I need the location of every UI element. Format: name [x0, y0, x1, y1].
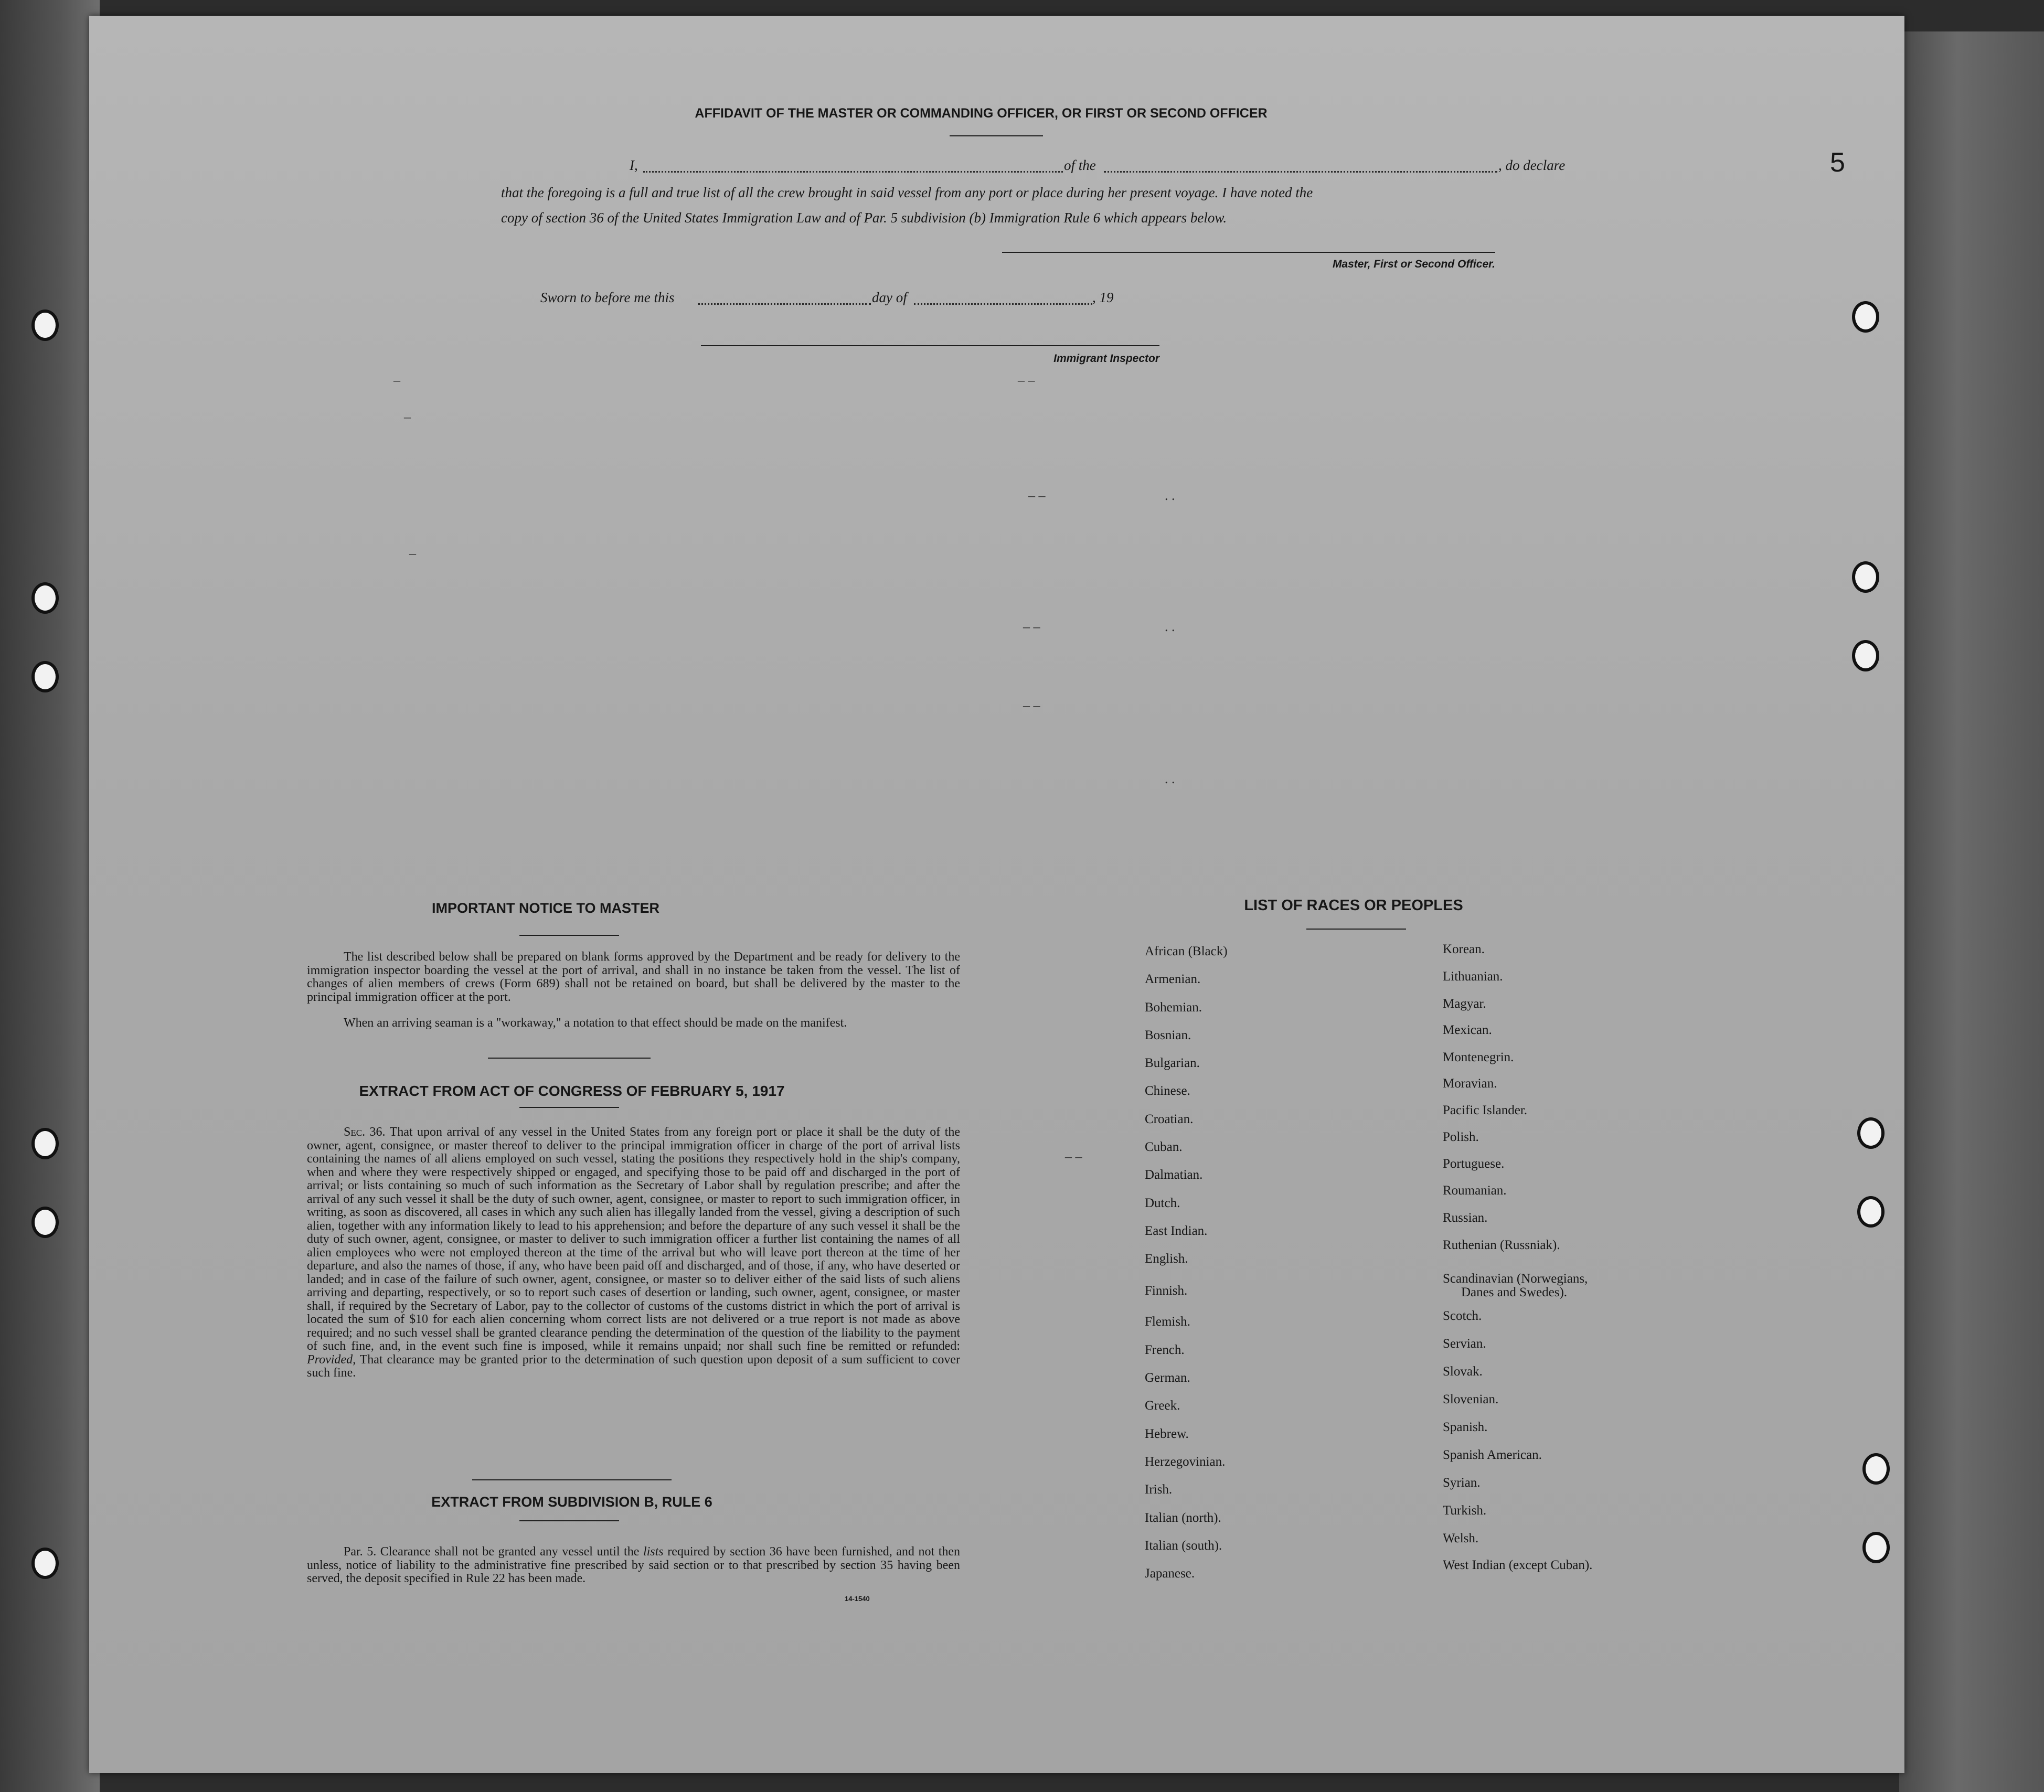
race-item-right: Moravian.: [1443, 1076, 1497, 1091]
binder-hole: [31, 310, 59, 341]
binder-hole: [1852, 640, 1879, 671]
notice-title-rule: [519, 935, 619, 936]
race-item-left: Dutch.: [1145, 1196, 1180, 1210]
rule-6-paragraph: [307, 1545, 960, 1586]
binder-hole: [31, 582, 59, 614]
extract-act-rule: [519, 1107, 619, 1108]
race-item-right: Spanish American.: [1443, 1448, 1542, 1462]
race-item-left: Hebrew.: [1145, 1427, 1189, 1441]
section-36-body: That upon arrival of any vessel in the United States from any foreign port or place it shall be the duty of the owner, agent, consignee, or master thereof to deliver to the principal immigration officer in charge of the port of arrival lists containing the names of all aliens employed on such vessel, stating the positions they respectively hold in the ship's company, when and where they were respectively shipped or engaged, and specifying those to be paid off and discharged in the port of arrival; or lists containing so much of such information as the Secretary of Labor shall by regulation prescribe; and after the arrival of any such vessel it shall be the duty of such owner, agent, consignee, or master to report to such immigration officer, in writing, as soon as discovered, all cases in which any such alien has illegally landed from the vessel, giving a description of such alien, together with any information likely to lead to his apprehension; and before the departure of any such vessel it shall be the duty of such owner, agent, consignee, or master to deliver to such immigration officer a further list containing the names of all alien employees who were not employed thereon at the time of the arrival but who will leave port thereon at the time of her departure, and also the names of those, if any, who have been paid off and discharged, and of those, if any, who have deserted or landed; and in case of the failure of such owner, agent, consignee, or master so to deliver either of the said lists of such aliens arriving and departing, respectively, or so to report such cases of desertion or landing, such owner, agent, consignee, or master shall, if required by the Secretary of Labor, pay to the collector of customs of the customs district in which the port of arrival is located the sum of $10 for each alien concerning whom correct lists are not delivered or a true report is not made as above required; and no such vessel shall be granted clearance pending the determination of the question of the liability to the payment of such fine, and, in the event such fine is imposed, while it remains unpaid; nor shall such fine be remitted or refunded:: [307, 1125, 960, 1353]
page-mark: 5: [1830, 147, 1845, 178]
race-item-left: Irish.: [1145, 1482, 1173, 1497]
race-item-left: Bosnian.: [1145, 1028, 1191, 1042]
affidavit-declare-label: , do declare: [1498, 157, 1566, 173]
binder-hole: [31, 1548, 59, 1579]
affidavit-line2: that the foregoing is a full and true list of all the crew brought in said vessel from any port or place during her present voyage. I have noted the: [501, 185, 1313, 200]
race-item-right: Russian.: [1443, 1211, 1488, 1225]
name-field[interactable]: [643, 171, 1063, 173]
bleed-mark: – –: [1028, 488, 1046, 503]
race-item-right: Mexican.: [1443, 1023, 1492, 1037]
race-item-right: Lithuanian.: [1443, 969, 1503, 984]
binder-hole: [31, 661, 59, 692]
binder-hole: [1857, 1196, 1885, 1228]
notice-title: IMPORTANT NOTICE TO MASTER: [432, 900, 659, 916]
binder-hole: [31, 1128, 59, 1159]
race-item-right: Servian.: [1443, 1337, 1486, 1351]
race-item-left: Cuban.: [1145, 1140, 1183, 1154]
bleed-mark: –: [404, 409, 411, 424]
race-item-right: Syrian.: [1443, 1476, 1481, 1490]
race-item-left: French.: [1145, 1343, 1185, 1357]
race-item-right: Slovenian.: [1443, 1392, 1499, 1406]
binder-hole: [1862, 1453, 1890, 1485]
rule-6-start: Par. 5. Clearance shall not be granted any vessel until the: [344, 1545, 640, 1559]
signature-label: Master, First or Second Officer.: [1332, 258, 1495, 270]
binder-hole: [1857, 1117, 1885, 1149]
race-item-left: Herzegovinian.: [1145, 1455, 1226, 1469]
binder-hole: [1852, 561, 1879, 593]
race-item-right: Roumanian.: [1443, 1183, 1507, 1198]
race-item-left: Finnish.: [1145, 1284, 1188, 1298]
extract-act-top-rule: [488, 1058, 651, 1059]
form-number: 14-1540: [845, 1595, 870, 1603]
race-item-left: Bohemian.: [1145, 1000, 1202, 1015]
section-36-end: That clearance may be granted prior to the determination of such question upon deposit of a sum sufficient to cover such fine.: [307, 1352, 960, 1380]
race-item-right: Magyar.: [1443, 997, 1486, 1011]
extract-rule-rule: [519, 1520, 619, 1521]
race-item-right: Polish.: [1443, 1130, 1479, 1144]
affidavit-i-label: I,: [630, 157, 638, 173]
race-item-right: Spanish.: [1443, 1420, 1488, 1434]
scan-border-left: [0, 0, 100, 1792]
race-item-left: Bulgarian.: [1145, 1056, 1200, 1070]
year-label: , 19: [1092, 290, 1114, 305]
notice-paragraph-1: The list described below shall be prepared on blank forms approved by the Department and be ready for delivery to the immigration inspector boarding the vessel at the port of arrival, and shall in no instance be taken from the vessel. The list of changes of alien members of crews (Form 689) shall not be retained on board, but shall be delivered by the master to the principal immigration officer at the port.: [307, 950, 960, 1004]
bleed-mark: – –: [1023, 619, 1040, 634]
manifest-page: [89, 16, 1904, 1773]
race-item-right: West Indian (except Cuban).: [1443, 1558, 1593, 1572]
binder-hole: [31, 1207, 59, 1238]
affidavit-line1: [540, 157, 1584, 178]
inspector-signature-line[interactable]: [701, 345, 1159, 346]
race-item-left: Flemish.: [1145, 1315, 1190, 1329]
affidavit-line3: copy of section 36 of the United States Immigration Law and of Par. 5 subdivision (b) Immigration Rule 6 which appears below.: [501, 210, 1227, 226]
scan-border-right: [1899, 31, 2044, 1792]
inspector-label: Immigrant Inspector: [1053, 353, 1159, 365]
races-title: LIST OF RACES OR PEOPLES: [1244, 897, 1463, 914]
race-item-left: Italian (north).: [1145, 1511, 1221, 1525]
section-36-text: [307, 1126, 960, 1380]
rule-6-end: required by section 36 have been furnished, and not then unless, notice of liability to the administrative fine prescribed by said section or to that prescribed by section 35 having been served, the deposit specified in Rule 22 has been made.: [307, 1545, 961, 1585]
race-item-right: Korean.: [1443, 942, 1485, 956]
race-item-left: Greek.: [1145, 1399, 1180, 1413]
race-scandinavian-line2: Danes and Swedes).: [1461, 1285, 1568, 1299]
day-of-label: day of: [872, 290, 907, 305]
sworn-line: [540, 290, 1222, 311]
section-36-label: Sec. 36.: [344, 1125, 386, 1139]
binder-hole: [1852, 301, 1879, 333]
race-item-left: German.: [1145, 1371, 1190, 1385]
affidavit-title: AFFIDAVIT OF THE MASTER OR COMMANDING OFFICER, OR FIRST OR SECOND OFFICER: [695, 106, 1268, 121]
race-item-right: Scotch.: [1443, 1309, 1482, 1323]
race-item-right: Ruthenian (Russniak).: [1443, 1238, 1560, 1252]
binder-hole: [1862, 1532, 1890, 1563]
races-title-rule: [1306, 929, 1406, 930]
bleed-mark: . .: [1165, 488, 1175, 503]
race-item-left: Italian (south).: [1145, 1539, 1222, 1553]
race-item-left: East Indian.: [1145, 1224, 1208, 1238]
provided-label: Provided,: [307, 1352, 356, 1367]
race-item-right: Slovak.: [1443, 1364, 1483, 1379]
race-item-left: Japanese.: [1145, 1566, 1195, 1581]
vessel-field[interactable]: [1104, 171, 1497, 173]
sworn-day-field[interactable]: [698, 303, 871, 305]
race-item-right: Welsh.: [1443, 1531, 1479, 1545]
race-item-right: Montenegrin.: [1443, 1050, 1514, 1064]
race-item-right: Pacific Islander.: [1443, 1103, 1528, 1117]
bleed-mark: – –: [1018, 372, 1035, 388]
bleed-mark: . .: [1165, 771, 1175, 786]
bleed-mark: – –: [1065, 1149, 1082, 1164]
race-item-right: Portuguese.: [1443, 1157, 1505, 1171]
race-item-left: Armenian.: [1145, 972, 1201, 986]
signature-line[interactable]: [1002, 252, 1495, 253]
race-item-left: English.: [1145, 1252, 1188, 1266]
affidavit-title-rule: [950, 135, 1043, 136]
extract-act-title: EXTRACT FROM ACT OF CONGRESS OF FEBRUARY 5, 1917: [359, 1083, 785, 1099]
bleed-mark: – –: [1023, 698, 1040, 713]
bleed-mark: –: [393, 372, 400, 388]
race-item-right: Turkish.: [1443, 1503, 1487, 1518]
sworn-month-field[interactable]: [914, 303, 1092, 305]
race-item-left: Dalmatian.: [1145, 1168, 1203, 1182]
affidavit-of-the-label: of the: [1064, 157, 1096, 173]
bleed-mark: –: [409, 546, 416, 561]
race-item-left: Croatian.: [1145, 1112, 1194, 1126]
notice-paragraph-2: When an arriving seaman is a "workaway," a notation to that effect should be made on the manifest.: [344, 1016, 847, 1030]
rule-6-lists: lists: [643, 1545, 664, 1559]
extract-rule-top-rule: [472, 1479, 672, 1480]
sworn-label: Sworn to before me this: [540, 290, 675, 305]
race-item-left: African (Black): [1145, 944, 1228, 958]
bleed-mark: . .: [1165, 619, 1175, 634]
extract-rule-title: EXTRACT FROM SUBDIVISION B, RULE 6: [431, 1494, 712, 1510]
race-item-right: Scandinavian (Norwegians,: [1443, 1272, 1588, 1286]
race-item-left: Chinese.: [1145, 1084, 1190, 1098]
